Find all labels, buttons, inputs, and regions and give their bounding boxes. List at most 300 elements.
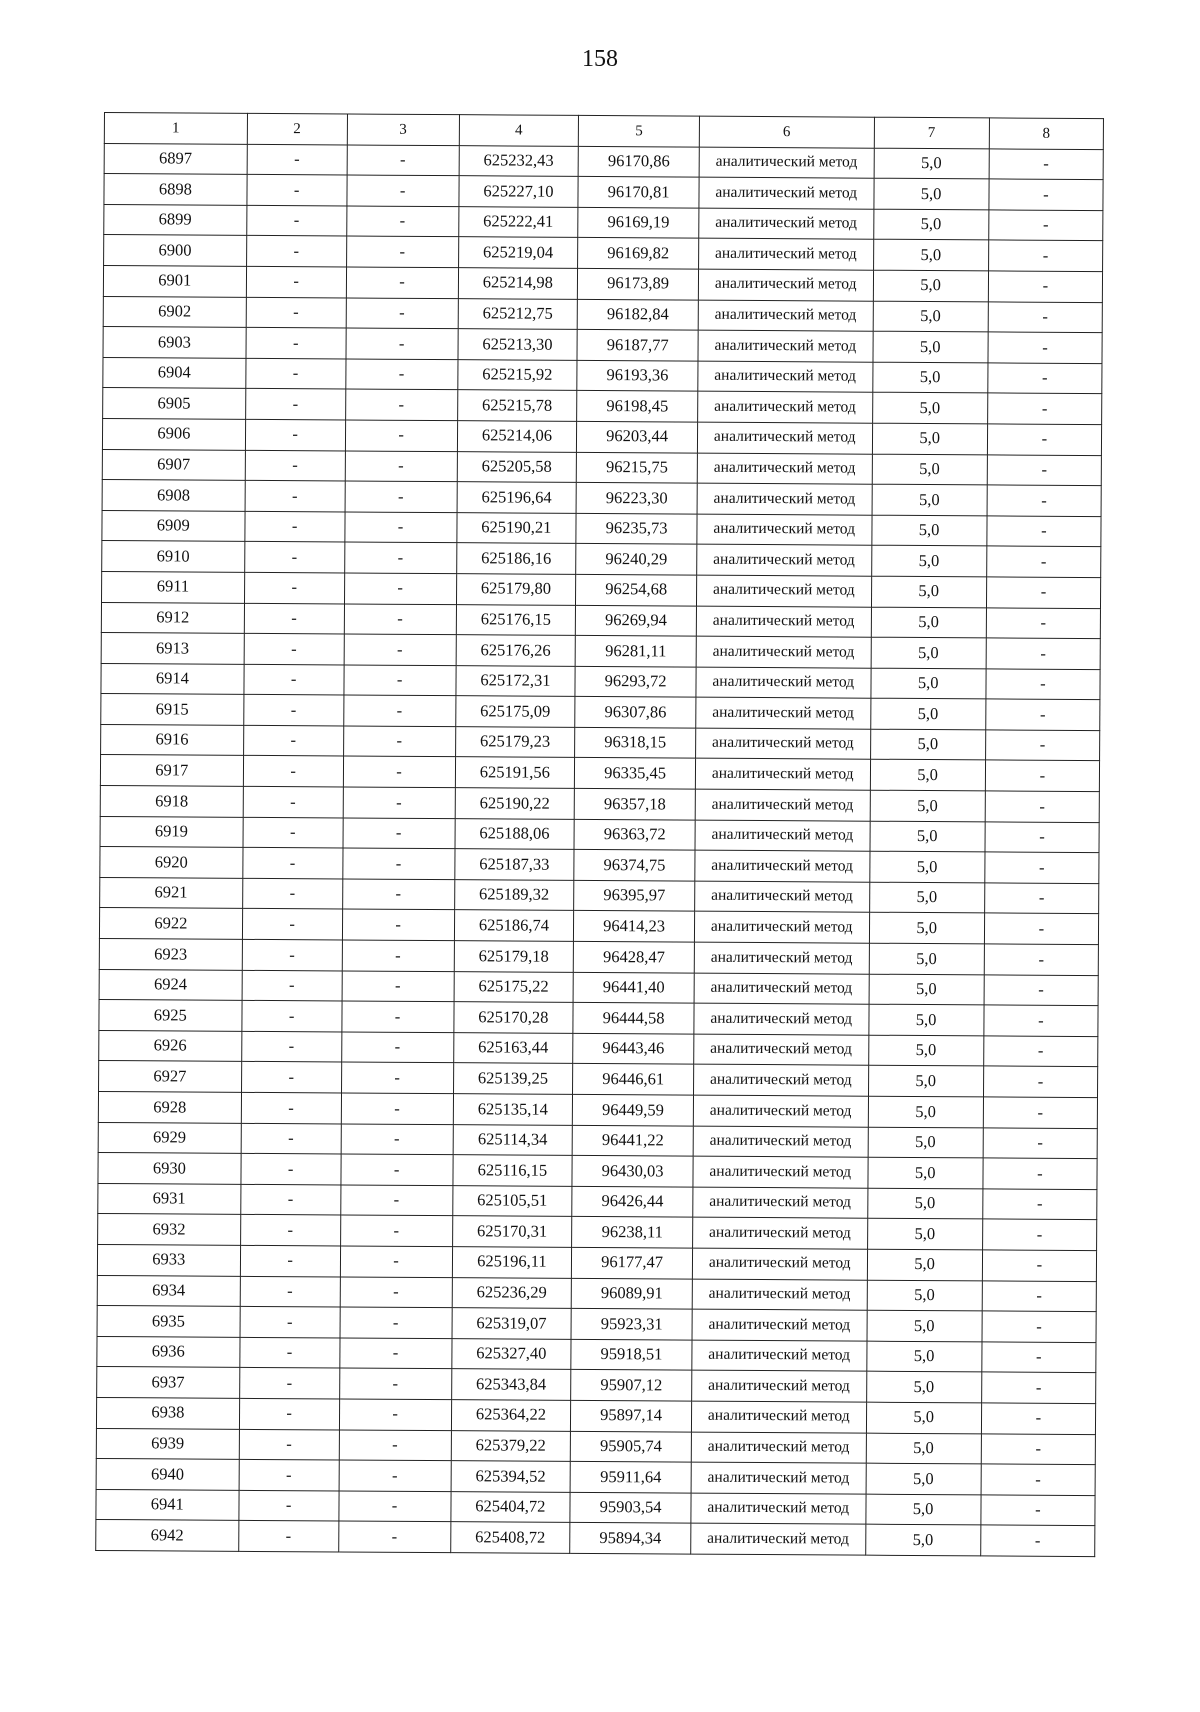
column-header: 2 [247, 113, 347, 144]
x-coordinate-cell: 625227,10 [458, 176, 578, 207]
x-coordinate-cell: 625319,07 [452, 1308, 572, 1339]
x-coordinate-cell: 625205,58 [457, 451, 577, 482]
accuracy-cell: 5,0 [870, 760, 985, 791]
col2-cell: - [242, 1001, 342, 1032]
point-number-cell: 6901 [103, 265, 246, 296]
col8-cell: - [986, 638, 1100, 669]
col2-cell: - [243, 725, 343, 756]
accuracy-cell: 5,0 [870, 790, 985, 821]
y-coordinate-cell: 95905,74 [570, 1431, 691, 1462]
col3-cell: - [339, 1399, 451, 1430]
method-cell: аналитический метод [691, 1401, 866, 1433]
col8-cell: - [982, 1250, 1096, 1281]
column-header: 3 [347, 114, 459, 145]
col3-cell: - [344, 603, 456, 634]
y-coordinate-cell: 96443,46 [573, 1033, 694, 1064]
x-coordinate-cell: 625379,22 [451, 1430, 571, 1461]
col8-cell: - [986, 607, 1100, 638]
accuracy-cell: 5,0 [871, 576, 986, 607]
point-number-cell: 6930 [98, 1153, 241, 1184]
col3-cell: - [343, 787, 455, 818]
method-cell: аналитический метод [696, 728, 871, 760]
method-cell: аналитический метод [693, 1217, 868, 1249]
point-number-cell: 6940 [96, 1459, 239, 1490]
col8-cell: - [982, 1342, 1096, 1373]
point-number-cell: 6903 [103, 327, 246, 358]
col8-cell: - [987, 454, 1101, 485]
col3-cell: - [341, 1062, 453, 1093]
y-coordinate-cell: 96318,15 [575, 727, 696, 758]
y-coordinate-cell: 96173,89 [578, 268, 699, 299]
col2-cell: - [247, 175, 347, 206]
x-coordinate-cell: 625186,16 [456, 543, 576, 574]
col8-cell: - [988, 301, 1102, 332]
accuracy-cell: 5,0 [868, 1096, 983, 1127]
col8-cell: - [985, 852, 1099, 883]
col3-cell: - [341, 1124, 453, 1155]
col8-cell: - [981, 1495, 1095, 1526]
accuracy-cell: 5,0 [866, 1463, 981, 1494]
point-number-cell: 6918 [100, 786, 243, 817]
col8-cell: - [985, 791, 1099, 822]
col3-cell: - [347, 145, 459, 176]
col8-cell: - [983, 1036, 1097, 1067]
point-number-cell: 6927 [99, 1061, 242, 1092]
method-cell: аналитический метод [693, 1187, 868, 1219]
x-coordinate-cell: 625404,72 [450, 1491, 570, 1522]
point-number-cell: 6920 [100, 847, 243, 878]
col2-cell: - [245, 480, 345, 511]
column-header: 8 [989, 118, 1103, 149]
col3-cell: - [345, 420, 457, 451]
col2-cell: - [245, 450, 345, 481]
point-number-cell: 6914 [101, 663, 244, 694]
method-cell: аналитический метод [695, 789, 870, 821]
col2-cell: - [239, 1368, 339, 1399]
y-coordinate-cell: 95911,64 [570, 1461, 691, 1492]
col8-cell: - [986, 546, 1100, 577]
col8-cell: - [984, 883, 1098, 914]
x-coordinate-cell: 625214,06 [457, 421, 577, 452]
accuracy-cell: 5,0 [870, 668, 985, 699]
accuracy-cell: 5,0 [868, 1066, 983, 1097]
col8-cell: - [981, 1464, 1095, 1495]
col3-cell: - [344, 542, 456, 573]
col2-cell: - [243, 695, 343, 726]
method-cell: аналитический метод [693, 1126, 868, 1158]
accuracy-cell: 5,0 [871, 546, 986, 577]
y-coordinate-cell: 96187,77 [577, 330, 698, 361]
x-coordinate-cell: 625191,56 [455, 757, 575, 788]
y-coordinate-cell: 96281,11 [575, 635, 696, 666]
method-cell: аналитический метод [696, 697, 871, 729]
col2-cell: - [246, 205, 346, 236]
y-coordinate-cell: 96441,22 [572, 1125, 693, 1156]
method-cell: аналитический метод [693, 1095, 868, 1127]
method-cell: аналитический метод [698, 300, 873, 332]
col2-cell: - [240, 1184, 340, 1215]
accuracy-cell: 5,0 [873, 240, 988, 271]
point-number-cell: 6932 [98, 1214, 241, 1245]
x-coordinate-cell: 625212,75 [458, 298, 578, 329]
col2-cell: - [241, 1123, 341, 1154]
point-number-cell: 6897 [104, 143, 247, 174]
point-number-cell: 6916 [101, 724, 244, 755]
col2-cell: - [240, 1215, 340, 1246]
y-coordinate-cell: 95903,54 [570, 1492, 691, 1523]
col3-cell: - [342, 971, 454, 1002]
y-coordinate-cell: 96170,86 [578, 146, 699, 177]
accuracy-cell: 5,0 [869, 851, 984, 882]
col8-cell: - [981, 1403, 1095, 1434]
col2-cell: - [244, 633, 344, 664]
x-coordinate-cell: 625343,84 [451, 1369, 571, 1400]
accuracy-cell: 5,0 [870, 698, 985, 729]
accuracy-cell: 5,0 [867, 1310, 982, 1341]
y-coordinate-cell: 96414,23 [574, 911, 695, 942]
col8-cell: - [987, 424, 1101, 455]
col2-cell: - [243, 756, 343, 787]
method-cell: аналитический метод [699, 177, 874, 209]
method-cell: аналитический метод [697, 483, 872, 515]
point-number-cell: 6905 [103, 388, 246, 419]
accuracy-cell: 5,0 [873, 331, 988, 362]
table-body [96, 143, 1104, 1556]
point-number-cell: 6899 [104, 204, 247, 235]
col8-cell: - [988, 240, 1102, 271]
method-cell: аналитический метод [698, 269, 873, 301]
point-number-cell: 6939 [96, 1428, 239, 1459]
method-cell: аналитический метод [696, 606, 871, 638]
col8-cell: - [989, 149, 1103, 180]
x-coordinate-cell: 625170,28 [453, 1002, 573, 1033]
y-coordinate-cell: 96182,84 [577, 299, 698, 330]
point-number-cell: 6915 [101, 694, 244, 725]
accuracy-cell: 5,0 [872, 393, 987, 424]
y-coordinate-cell: 96193,36 [577, 360, 698, 391]
point-number-cell: 6926 [99, 1030, 242, 1061]
col2-cell: - [241, 1092, 341, 1123]
col3-cell: - [342, 940, 454, 971]
point-number-cell: 6907 [102, 449, 245, 480]
col2-cell: - [245, 419, 345, 450]
x-coordinate-cell: 625186,74 [454, 910, 574, 941]
x-coordinate-cell: 625222,41 [458, 206, 578, 237]
col8-cell: - [988, 363, 1102, 394]
col2-cell: - [246, 328, 346, 359]
col2-cell: - [245, 389, 345, 420]
method-cell: аналитический метод [692, 1279, 867, 1311]
col2-cell: - [239, 1398, 339, 1429]
col8-cell: - [982, 1280, 1096, 1311]
col3-cell: - [343, 818, 455, 849]
col8-cell: - [987, 485, 1101, 516]
x-coordinate-cell: 625190,22 [455, 788, 575, 819]
accuracy-cell: 5,0 [865, 1524, 980, 1555]
col3-cell: - [344, 573, 456, 604]
x-coordinate-cell: 625105,51 [452, 1185, 572, 1216]
col3-cell: - [342, 879, 454, 910]
method-cell: аналитический метод [698, 361, 873, 393]
col8-cell: - [986, 577, 1100, 608]
point-number-cell: 6925 [99, 1000, 242, 1031]
point-number-cell: 6934 [97, 1275, 240, 1306]
accuracy-cell: 5,0 [871, 607, 986, 638]
method-cell: аналитический метод [694, 1034, 869, 1066]
col2-cell: - [244, 572, 344, 603]
col3-cell: - [346, 298, 458, 329]
x-coordinate-cell: 625327,40 [451, 1338, 571, 1369]
y-coordinate-cell: 96238,11 [572, 1217, 693, 1248]
method-cell: аналитический метод [698, 391, 873, 423]
method-cell: аналитический метод [694, 973, 869, 1005]
accuracy-cell: 5,0 [871, 515, 986, 546]
method-cell: аналитический метод [699, 239, 874, 271]
col8-cell: - [985, 760, 1099, 791]
point-number-cell: 6938 [96, 1397, 239, 1428]
point-number-cell: 6935 [97, 1306, 240, 1337]
point-number-cell: 6904 [103, 357, 246, 388]
column-header: 1 [104, 113, 247, 144]
col3-cell: - [339, 1338, 451, 1369]
column-header: 5 [579, 115, 700, 146]
col8-cell: - [984, 1005, 1098, 1036]
col8-cell: - [988, 271, 1102, 302]
accuracy-cell: 5,0 [868, 1035, 983, 1066]
x-coordinate-cell: 625215,78 [457, 390, 577, 421]
x-coordinate-cell: 625236,29 [452, 1277, 572, 1308]
point-number-cell: 6933 [97, 1244, 240, 1275]
y-coordinate-cell: 96089,91 [571, 1278, 692, 1309]
col3-cell: - [340, 1277, 452, 1308]
y-coordinate-cell: 96235,73 [576, 513, 697, 544]
point-number-cell: 6906 [102, 418, 245, 449]
point-number-cell: 6931 [98, 1183, 241, 1214]
x-coordinate-cell: 625189,32 [454, 879, 574, 910]
method-cell: аналитический метод [697, 514, 872, 546]
col8-cell: - [981, 1372, 1095, 1403]
accuracy-cell: 5,0 [874, 148, 989, 179]
col2-cell: - [239, 1490, 339, 1521]
accuracy-cell: 5,0 [871, 637, 986, 668]
column-header: 4 [459, 115, 579, 146]
point-number-cell: 6921 [100, 877, 243, 908]
point-number-cell: 6922 [99, 908, 242, 939]
accuracy-cell: 5,0 [872, 362, 987, 393]
x-coordinate-cell: 625408,72 [450, 1522, 570, 1553]
col3-cell: - [342, 909, 454, 940]
x-coordinate-cell: 625196,11 [452, 1247, 572, 1278]
point-number-cell: 6913 [101, 633, 244, 664]
col8-cell: - [987, 393, 1101, 424]
accuracy-cell: 5,0 [873, 301, 988, 332]
y-coordinate-cell: 96428,47 [573, 941, 694, 972]
method-cell: аналитический метод [695, 820, 870, 852]
col2-cell: - [243, 817, 343, 848]
column-header: 6 [699, 116, 874, 148]
col2-cell: - [243, 848, 343, 879]
col3-cell: - [345, 451, 457, 482]
y-coordinate-cell: 96446,61 [573, 1064, 694, 1095]
accuracy-cell: 5,0 [872, 423, 987, 454]
col2-cell: - [246, 236, 346, 267]
col2-cell: - [244, 603, 344, 634]
accuracy-cell: 5,0 [873, 178, 988, 209]
col8-cell: - [980, 1525, 1094, 1556]
y-coordinate-cell: 96444,58 [573, 1003, 694, 1034]
x-coordinate-cell: 625170,31 [452, 1216, 572, 1247]
accuracy-cell: 5,0 [866, 1341, 981, 1372]
col2-cell: - [246, 358, 346, 389]
col8-cell: - [984, 975, 1098, 1006]
col3-cell: - [340, 1215, 452, 1246]
x-coordinate-cell: 625179,80 [456, 574, 576, 605]
method-cell: аналитический метод [697, 453, 872, 485]
accuracy-cell: 5,0 [869, 943, 984, 974]
y-coordinate-cell: 96293,72 [575, 666, 696, 697]
method-cell: аналитический метод [699, 147, 874, 179]
x-coordinate-cell: 625179,23 [455, 727, 575, 758]
accuracy-cell: 5,0 [867, 1188, 982, 1219]
col3-cell: - [345, 359, 457, 390]
point-number-cell: 6937 [97, 1367, 240, 1398]
accuracy-cell: 5,0 [869, 882, 984, 913]
x-coordinate-cell: 625135,14 [453, 1094, 573, 1125]
col8-cell: - [989, 179, 1103, 210]
col3-cell: - [346, 236, 458, 267]
y-coordinate-cell: 96395,97 [574, 880, 695, 911]
point-number-cell: 6910 [102, 541, 245, 572]
col3-cell: - [338, 1491, 450, 1522]
method-cell: аналитический метод [691, 1523, 866, 1555]
accuracy-cell: 5,0 [866, 1402, 981, 1433]
point-number-cell: 6917 [100, 755, 243, 786]
col8-cell: - [985, 730, 1099, 761]
x-coordinate-cell: 625188,06 [455, 818, 575, 849]
accuracy-cell: 5,0 [866, 1433, 981, 1464]
x-coordinate-cell: 625232,43 [459, 145, 579, 176]
x-coordinate-cell: 625219,04 [458, 237, 578, 268]
point-number-cell: 6911 [102, 571, 245, 602]
x-coordinate-cell: 625215,92 [457, 359, 577, 390]
accuracy-cell: 5,0 [867, 1249, 982, 1280]
method-cell: аналитический метод [696, 667, 871, 699]
col3-cell: - [345, 389, 457, 420]
col2-cell: - [239, 1429, 339, 1460]
y-coordinate-cell: 96430,03 [572, 1156, 693, 1187]
y-coordinate-cell: 96374,75 [574, 850, 695, 881]
col2-cell: - [242, 970, 342, 1001]
col8-cell: - [983, 1097, 1097, 1128]
y-coordinate-cell: 96269,94 [576, 605, 697, 636]
col2-cell: - [244, 542, 344, 573]
x-coordinate-cell: 625213,30 [458, 329, 578, 360]
col3-cell: - [338, 1521, 450, 1552]
col8-cell: - [987, 516, 1101, 547]
x-coordinate-cell: 625175,22 [454, 971, 574, 1002]
x-coordinate-cell: 625179,18 [454, 941, 574, 972]
table-row [96, 1520, 1095, 1557]
col2-cell: - [246, 266, 346, 297]
col8-cell: - [983, 1189, 1097, 1220]
y-coordinate-cell: 96363,72 [574, 819, 695, 850]
x-coordinate-cell: 625196,64 [457, 482, 577, 513]
point-number-cell: 6924 [99, 969, 242, 1000]
y-coordinate-cell: 96223,30 [576, 483, 697, 514]
method-cell: аналитический метод [692, 1248, 867, 1280]
y-coordinate-cell: 96254,68 [576, 574, 697, 605]
method-cell: аналитический метод [692, 1309, 867, 1341]
col3-cell: - [343, 726, 455, 757]
accuracy-cell: 5,0 [872, 454, 987, 485]
col2-cell: - [241, 1154, 341, 1185]
col2-cell: - [247, 144, 347, 175]
col8-cell: - [986, 699, 1100, 730]
col3-cell: - [339, 1368, 451, 1399]
col2-cell: - [245, 511, 345, 542]
x-coordinate-cell: 625176,26 [456, 635, 576, 666]
accuracy-cell: 5,0 [867, 1280, 982, 1311]
y-coordinate-cell: 96335,45 [575, 758, 696, 789]
x-coordinate-cell: 625364,22 [451, 1400, 571, 1431]
method-cell: аналитический метод [692, 1340, 867, 1372]
method-cell: аналитический метод [693, 1065, 868, 1097]
col2-cell: - [242, 939, 342, 970]
col8-cell: - [982, 1311, 1096, 1342]
col8-cell: - [981, 1433, 1095, 1464]
point-number-cell: 6919 [100, 816, 243, 847]
col3-cell: - [347, 175, 459, 206]
method-cell: аналитический метод [695, 759, 870, 791]
y-coordinate-cell: 96357,18 [574, 788, 695, 819]
method-cell: аналитический метод [691, 1432, 866, 1464]
method-cell: аналитический метод [697, 422, 872, 454]
x-coordinate-cell: 625163,44 [453, 1032, 573, 1063]
point-number-cell: 6928 [98, 1091, 241, 1122]
x-coordinate-cell: 625190,21 [456, 512, 576, 543]
y-coordinate-cell: 96240,29 [576, 544, 697, 575]
y-coordinate-cell: 95918,51 [571, 1339, 692, 1370]
col2-cell: - [240, 1337, 340, 1368]
y-coordinate-cell: 96169,82 [578, 238, 699, 269]
point-number-cell: 6923 [99, 939, 242, 970]
accuracy-cell: 5,0 [868, 1127, 983, 1158]
col8-cell: - [989, 210, 1103, 241]
x-coordinate-cell: 625114,34 [453, 1124, 573, 1155]
col3-cell: - [340, 1246, 452, 1277]
y-coordinate-cell: 95897,14 [571, 1400, 692, 1431]
col3-cell: - [343, 695, 455, 726]
x-coordinate-cell: 625214,98 [458, 268, 578, 299]
accuracy-cell: 5,0 [869, 974, 984, 1005]
accuracy-cell: 5,0 [869, 913, 984, 944]
method-cell: аналитический метод [697, 544, 872, 576]
col2-cell: - [242, 909, 342, 940]
col8-cell: - [984, 913, 1098, 944]
point-number-cell: 6942 [96, 1520, 239, 1551]
y-coordinate-cell: 96177,47 [572, 1247, 693, 1278]
col3-cell: - [346, 267, 458, 298]
col2-cell: - [239, 1459, 339, 1490]
point-number-cell: 6902 [103, 296, 246, 327]
x-coordinate-cell: 625175,09 [455, 696, 575, 727]
col3-cell: - [341, 1154, 453, 1185]
method-cell: аналитический метод [696, 636, 871, 668]
col3-cell: - [340, 1185, 452, 1216]
col8-cell: - [983, 1158, 1097, 1189]
method-cell: аналитический метод [691, 1462, 866, 1494]
point-number-cell: 6909 [102, 510, 245, 541]
